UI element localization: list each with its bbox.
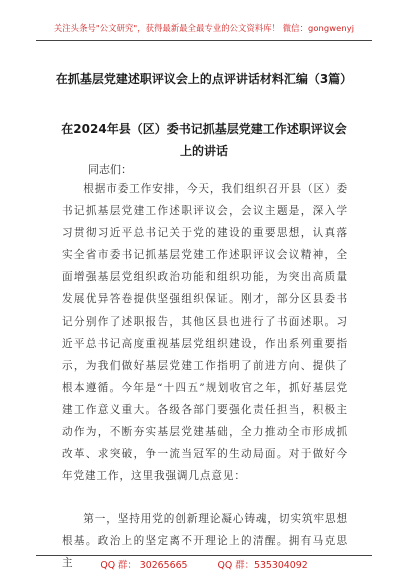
- qq-group-1: QQ 群： 30265665: [100, 560, 188, 571]
- speech-title: 在2024年县（区）委书记抓基层党建工作述职评议会上的讲话: [61, 122, 347, 158]
- footer-divider: [36, 555, 372, 556]
- salutation: 同志们：: [88, 163, 132, 176]
- footer-contact: [36, 559, 372, 573]
- body-paragraph: 根据市委工作安排，今天，我们组织召开县（区）委书记抓基层党建工作述职评议会，会议主题是，深入学习贯彻习近平总书记关于党的建设的重要思想，认真落实全省市委书记抓基层党建工作述职评议会议精神，全面增强基层党组织政治功能和组织功能，为突出高质量发展优异答卷提供坚强组织保证。刚才，部分区县委书记分别作了述职报告，其他区县也进行了书面述职。习近平总书记高度重视基层党组织建设，作出系列重要指示，为我们做好基层党建工作指明了前进方向、提供了根本遵循。今年是“十四五”规划收官之年，抓好基层党建工作意义重大。各级各部门要强化责任担当，积极主动作为，不断夯实基层党建基础，全力推动全市形成抓改革、求突破，争一流当冠军的生动局面。对于做好今年党建工作，这里我强调几点意见：: [62, 183, 348, 483]
- body-paragraph: 第一，坚持用党的创新理论凝心铸魂，切实筑牢思想根基。政治上的坚定离不开理论上的清醒。拥有马克思主: [62, 513, 348, 570]
- document-title: 在抓基层党建述职评议会上的点评讲话材料汇编（3篇）: [55, 72, 353, 86]
- header-divider: [36, 40, 372, 41]
- header-banner: 关注头条号"公文研究"，获得最新最全最专业的公文资料库！ 微信：gongwenyj: [53, 23, 355, 33]
- qq-group-2: QQ 群：535304092: [217, 560, 308, 571]
